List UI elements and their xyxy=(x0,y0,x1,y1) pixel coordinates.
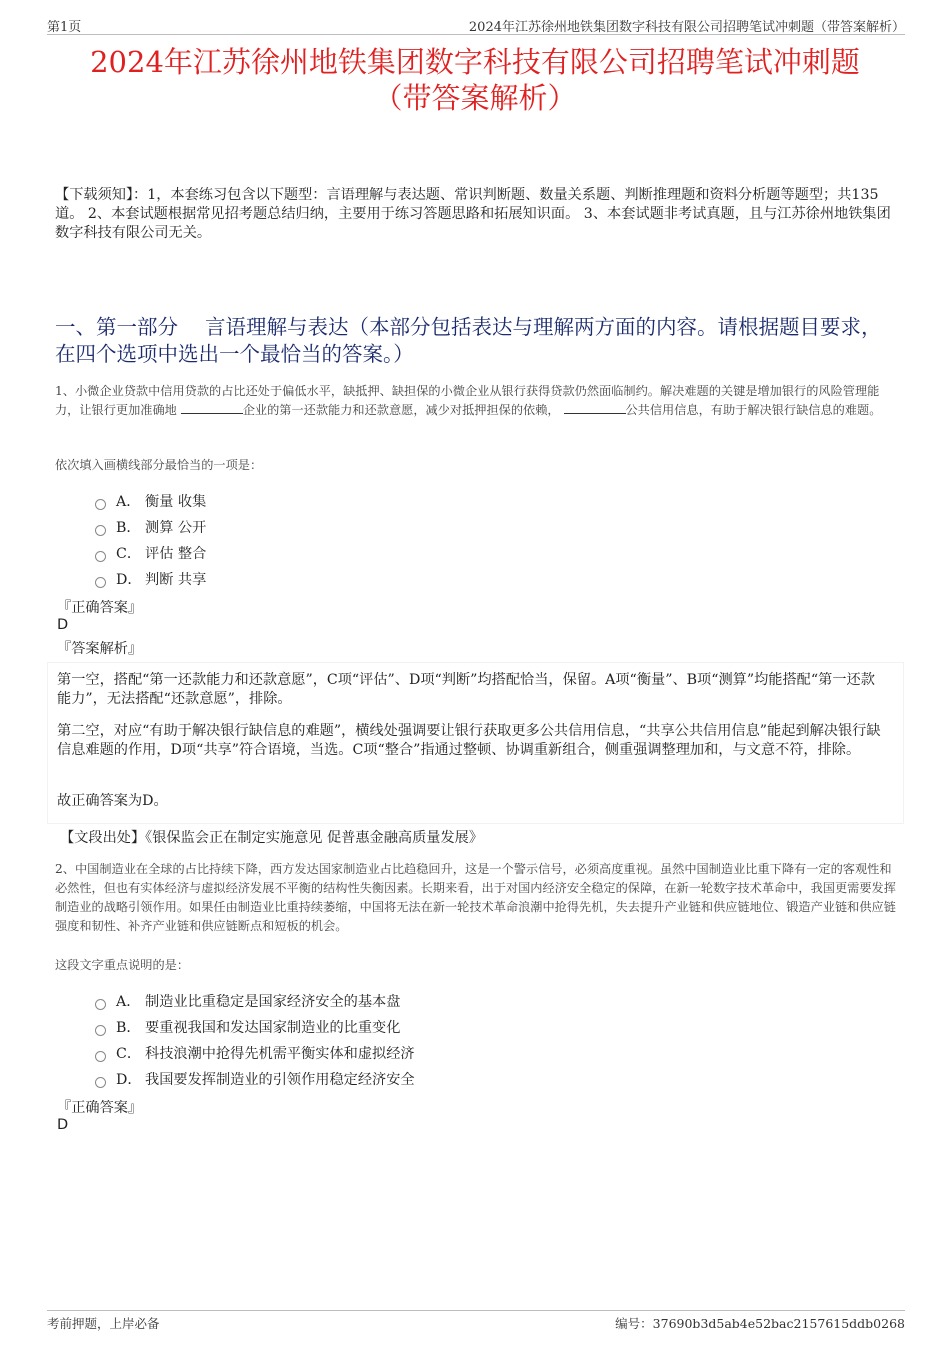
answer-label: 『正确答案』 xyxy=(57,600,143,616)
title-line-2: （带答案解析） xyxy=(373,81,577,115)
correct-answer: D xyxy=(57,617,69,633)
radio-icon[interactable] xyxy=(95,525,106,536)
page-number: 第1页 xyxy=(47,20,82,35)
radio-icon[interactable] xyxy=(95,577,106,588)
option-d[interactable]: D． 我国要发挥制造业的引领作用稳定经济安全 xyxy=(95,1066,415,1092)
question-2-prompt: 这段文字重点说明的是： xyxy=(55,958,190,972)
option-c[interactable]: C． 科技浪潮中抢得先机需平衡实体和虚拟经济 xyxy=(95,1040,415,1066)
header-doc-title: 2024年江苏徐州地铁集团数字科技有限公司招聘笔试冲刺题（带答案解析） xyxy=(468,20,905,35)
option-b[interactable]: B． 测算 公开 xyxy=(95,514,206,540)
footer-divider xyxy=(47,1310,905,1311)
radio-icon[interactable] xyxy=(95,551,106,562)
answer-label: 『正确答案』 xyxy=(57,1100,143,1116)
section-heading: 一、第一部分 言语理解与表达（本部分包括表达与理解两方面的内容。请根据题目要求，在四个选项中选出一个最恰当的答案。） xyxy=(55,315,882,366)
option-c[interactable]: C． 评估 整合 xyxy=(95,540,206,566)
question-1-options xyxy=(95,488,206,592)
question-1-prompt: 依次填入画横线部分最恰当的一项是： xyxy=(55,458,263,472)
option-a[interactable]: A． 制造业比重稳定是国家经济安全的基本盘 xyxy=(95,988,415,1014)
footer-slogan: 考前押题，上岸必备 xyxy=(47,1316,160,1331)
document-id: 编号：37690b3d5ab4e52bac2157615ddb0268 xyxy=(615,1316,905,1331)
stem-part-2: 企业的第一还款能力和还款意愿，减少对抵押担保的依赖， xyxy=(242,403,564,417)
radio-icon[interactable] xyxy=(95,1077,106,1088)
analysis-paragraph-1: 第一空，搭配“第一还款能力和还款意愿”，C项“评估”、D项“判断”均搭配恰当，保留。A项“衡量”、B项“测算”均能搭配“第一还款能力”，无法搭配“还款意愿”，排除。 xyxy=(57,672,875,707)
stem-part-1: 1、小微企业贷款中信用贷款的占比还处于偏低水平，缺抵押、缺担保的小微企业从银行获得贷款仍然面临制约。解决难题的关键是增加银行的风险管理能力，让银行更加准确地 xyxy=(55,384,880,417)
analysis-label: 『答案解析』 xyxy=(57,641,143,657)
page-header xyxy=(47,14,905,35)
stem-part-3: 公共信用信息，有助于解决银行缺信息的难题。 xyxy=(625,403,882,417)
radio-icon[interactable] xyxy=(95,1025,106,1036)
radio-icon[interactable] xyxy=(95,499,106,510)
radio-icon[interactable] xyxy=(95,999,106,1010)
option-b[interactable]: B． 要重视我国和发达国家制造业的比重变化 xyxy=(95,1014,415,1040)
question-2-stem: 2、中国制造业在全球的占比持续下降，西方发达国家制造业占比趋稳回升，这是一个警示信号，必须高度重视。虽然中国制造业比重下降有一定的客观性和必然性，但也有实体经济与虚拟经济发展不平衡的结构性失衡因素。长期来看，出于对国内经济安全稳定的保障，在新一轮数字技术革命中，我国更需要发挥制造业的战略引领作用。如果任由制造业比重持续萎缩，中国将无法在新一轮技术革命浪潮中抢得先机，失去提升产业链和供应链地位、锻造产业链和供应链强度和韧性、补齐产业链和供应链断点和短板的机会。 xyxy=(55,862,896,933)
option-d[interactable]: D． 判断 共享 xyxy=(95,566,206,592)
fill-blank-2 xyxy=(564,401,626,414)
radio-icon[interactable] xyxy=(95,1051,106,1062)
analysis-conclusion: 故正确答案为D。 xyxy=(57,793,168,809)
fill-blank-1 xyxy=(181,401,243,414)
correct-answer: D xyxy=(57,1117,69,1133)
analysis-paragraph-2: 第二空，对应“有助于解决银行缺信息的难题”，横线处强调要让银行获取更多公共信用信息，“共享公共信用信息”能起到解决银行缺信息难题的作用，D项“共享”符合语境，当选。C项“整合”指通过整顿、协调重新组合，侧重强调整理加和，与文意不符，排除。 xyxy=(57,723,881,758)
question-1-stem xyxy=(55,382,900,420)
question-2-options xyxy=(95,988,415,1092)
title-line-1: 2024年江苏徐州地铁集团数字科技有限公司招聘笔试冲刺题 xyxy=(90,45,860,79)
text-source: 【文段出处】《银保监会正在制定实施意见 促普惠金融高质量发展》 xyxy=(60,830,484,846)
option-a[interactable]: A． 衡量 收集 xyxy=(95,488,206,514)
download-notice: 【下载须知】：1，本套练习包含以下题型：言语理解与表达题、常识判断题、数量关系题、判断推理题和资料分析题等题型；共135道。 2、本套试题根据常见招考题总结归纳，主要用于练习答题思路和拓展知识面。 3、本套试题非考试真题，且与江苏徐州地铁集团数字科技有限公司无关。 xyxy=(55,187,891,241)
document-title xyxy=(40,44,910,116)
